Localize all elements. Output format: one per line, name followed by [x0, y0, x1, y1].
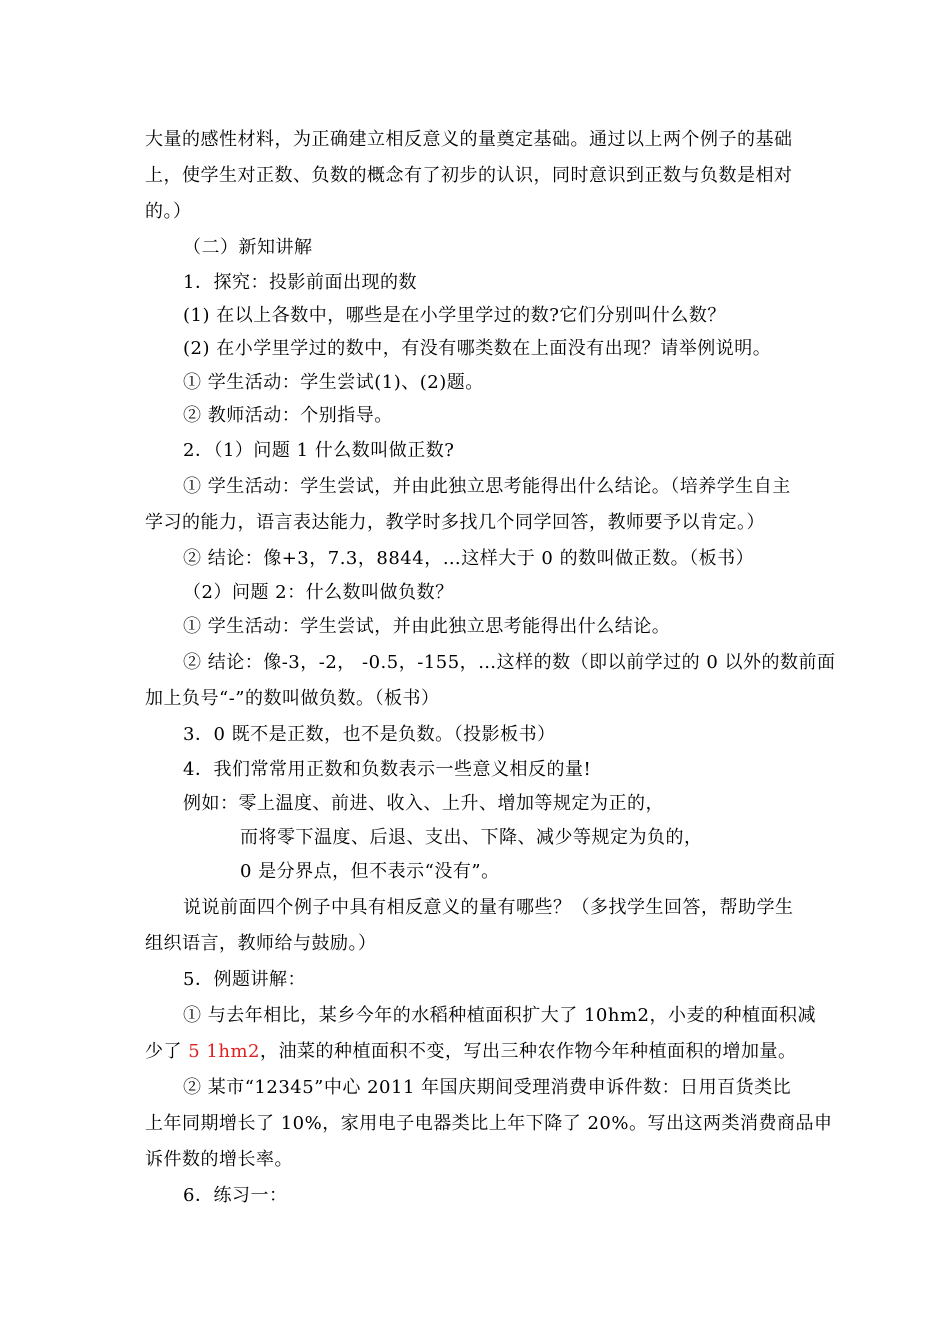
list-item: ② 某市“12345”中心 2011 年国庆期间受理消费申诉件数：日用百货类比: [183, 1077, 792, 1098]
example-line: 例如：零上温度、前进、收入、上升、增加等规定为正的，: [183, 793, 664, 814]
paragraph-line: 诉件数的增长率。: [145, 1149, 293, 1170]
paragraph-line: 学习的能力，语言表达能力，教学时多找几个同学回答，教师要予以肯定。）: [145, 512, 765, 533]
paragraph-line: 组织语言，教师给与鼓励。）: [145, 933, 377, 954]
text-segment: 少了: [145, 1041, 182, 1062]
paragraph-line: 上年同期增长了 10%，家用电子电器类比上年下降了 20%。写出这两类消费商品申: [145, 1113, 833, 1134]
highlighted-value: 5 1hm2: [188, 1041, 260, 1062]
list-item: （2）问题 2：什么数叫做负数？: [183, 582, 454, 603]
list-item: (1) 在以上各数中，哪些是在小学里学过的数?它们分别叫什么数？: [183, 305, 726, 326]
list-item: 6．练习一：: [183, 1185, 288, 1206]
list-item: 3．0 既不是正数，也不是负数。（投影板书）: [183, 724, 556, 745]
paragraph-line: 的。）: [145, 201, 192, 222]
list-item: 4．我们常常用正数和负数表示一些意义相反的量!: [183, 759, 592, 780]
example-line: 0 是分界点，但不表示“没有”。: [240, 861, 500, 882]
list-item: ① 与去年相比，某乡今年的水稻种植面积扩大了 10hm2，小麦的种植面积减: [183, 1005, 816, 1026]
paragraph-line: 上，使学生对正数、负数的概念有了初步的认识，同时意识到正数与负数是相对: [145, 165, 793, 186]
list-item: (2) 在小学里学过的数中，有没有哪类数在上面没有出现？请举例说明。: [183, 338, 772, 359]
list-item: ② 结论：像-3，-2， -0.5，-155，…这样的数（即以前学过的 0 以外的数前面: [183, 652, 836, 673]
list-item: 5．例题讲解：: [183, 969, 306, 990]
list-item: 2．（1）问题 1 什么数叫做正数?: [183, 440, 455, 461]
paragraph-line: 说说前面四个例子中具有相反意义的量有哪些？（多找学生回答，帮助学生: [183, 897, 794, 918]
section-heading: （二）新知讲解: [183, 237, 313, 258]
paragraph-line: [145, 1039, 810, 1065]
list-item: ① 学生活动：学生尝试(1)、(2)题。: [183, 372, 484, 393]
example-line: 而将零下温度、后退、支出、下降、减少等规定为负的，: [240, 827, 703, 848]
list-item: ② 教师活动：个别指导。: [183, 405, 393, 426]
text-segment: ，油菜的种植面积不变，写出三种农作物今年种植面积的增加量。: [259, 1041, 797, 1062]
list-item: 1．探究：投影前面出现的数: [183, 272, 417, 293]
paragraph-line: 加上负号“-”的数叫做负数。（板书）: [145, 688, 440, 709]
paragraph-line: 大量的感性材料，为正确建立相反意义的量奠定基础。通过以上两个例子的基础: [145, 129, 793, 150]
list-item: ① 学生活动：学生尝试，并由此独立思考能得出什么结论。（培养学生自主: [183, 476, 791, 497]
list-item: ② 结论：像+3，7.3，8844，…这样大于 0 的数叫做正数。（板书）: [183, 548, 755, 569]
list-item: ① 学生活动：学生尝试，并由此独立思考能得出什么结论。: [183, 616, 671, 637]
